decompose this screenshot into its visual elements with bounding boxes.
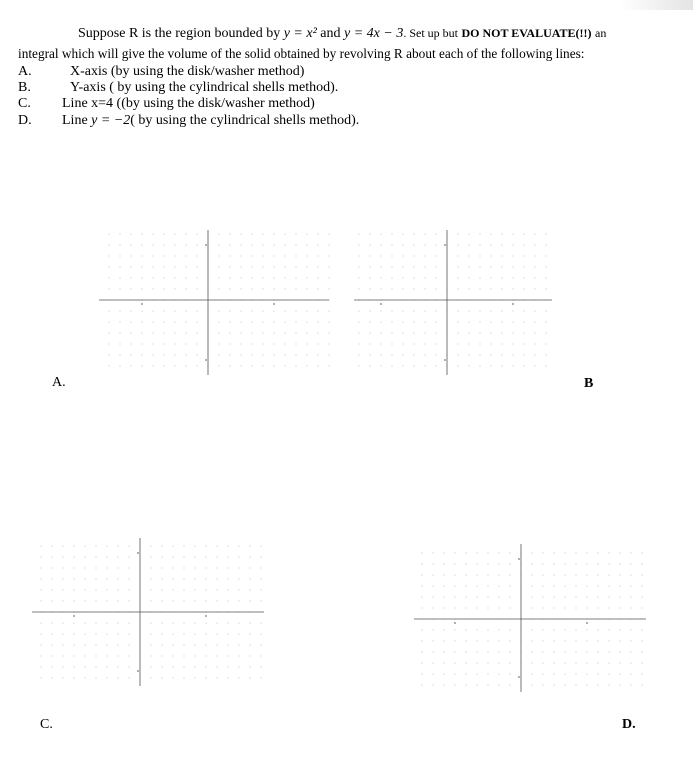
item-d-math: y = −2	[91, 113, 131, 128]
tick-mark	[444, 244, 446, 246]
item-b-letter: B.	[18, 80, 31, 95]
item-a-text: X-axis (by using the disk/washer method)	[70, 64, 305, 79]
graph-grid-c	[32, 538, 264, 686]
graph-label-a: A.	[52, 375, 66, 390]
graph-label-d: D.	[622, 717, 636, 732]
item-c-text: Line x=4 ((by using the disk/washer method)	[62, 96, 315, 111]
item-d-prefix: Line	[62, 113, 92, 128]
tick-mark	[137, 670, 139, 672]
intro-lead: Suppose R is the region bounded by	[78, 26, 281, 41]
tick-mark	[454, 622, 456, 624]
problem-line-2: integral which will give the volume of the solid obtained by revolving R about each of the following lines:	[18, 46, 585, 61]
an-word: an	[595, 26, 607, 40]
top-edge-shadow	[620, 0, 693, 10]
graph-label-b: B	[584, 376, 594, 391]
tick-mark	[205, 359, 207, 361]
graph-label-c: C.	[40, 717, 53, 732]
item-a-letter: A.	[18, 64, 32, 79]
set-up-text: . Set up but	[403, 26, 459, 40]
item-b-text: Y-axis ( by using the cylindrical shells method).	[70, 80, 339, 95]
item-d-letter: D.	[18, 113, 32, 128]
tick-mark	[512, 303, 514, 305]
equation-2: y = 4x − 3	[344, 26, 404, 41]
tick-mark	[141, 303, 143, 305]
item-d-text	[62, 113, 359, 129]
tick-mark	[380, 303, 382, 305]
and-word: and	[320, 26, 341, 41]
tick-mark	[205, 615, 207, 617]
tick-mark	[586, 622, 588, 624]
tick-mark	[444, 359, 446, 361]
tick-mark	[518, 558, 520, 560]
tick-mark	[205, 244, 207, 246]
graph-grid-b	[354, 230, 552, 375]
do-not-evaluate: DO NOT EVALUATE(!!)	[461, 26, 592, 40]
tick-mark	[73, 615, 75, 617]
item-c-letter: C.	[18, 96, 31, 111]
tick-mark	[273, 303, 275, 305]
graph-grid-d	[414, 544, 646, 692]
tick-mark	[137, 552, 139, 554]
item-d-suffix: ( by using the cylindrical shells method).	[130, 113, 360, 128]
problem-line-1	[78, 26, 606, 42]
graph-grid-a	[99, 230, 329, 375]
equation-1: y = x²	[283, 26, 317, 41]
tick-mark	[518, 676, 520, 678]
